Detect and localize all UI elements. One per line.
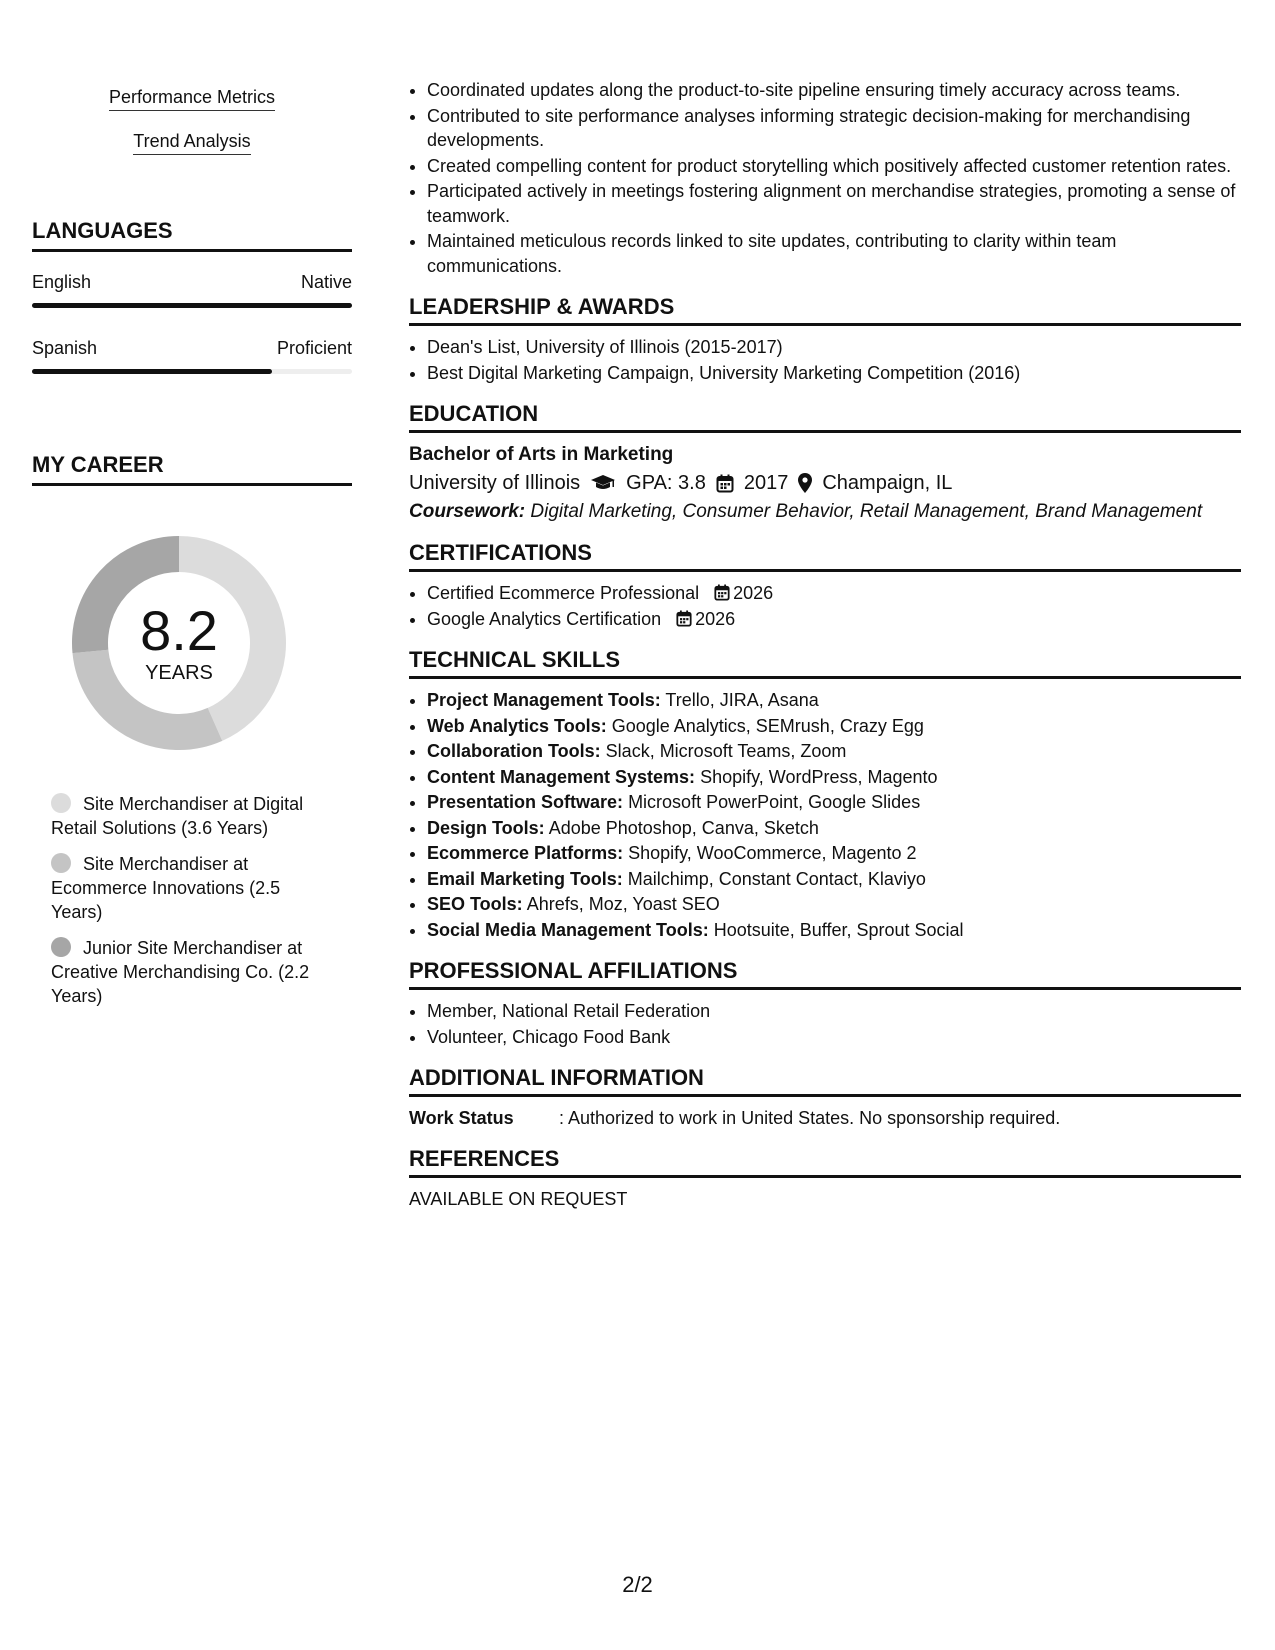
language-row	[32, 338, 352, 359]
affiliations-list	[409, 999, 1241, 1049]
page-number: 2/2	[622, 1572, 653, 1597]
list-item	[427, 867, 1241, 892]
school-name: University of Illinois	[409, 472, 581, 494]
donut-center	[64, 528, 294, 758]
skill-tag: Performance Metrics	[109, 86, 275, 111]
certification-year: 2026	[733, 583, 774, 603]
coursework-label: Coursework:	[409, 501, 526, 522]
skill-category: SEO Tools:	[427, 894, 523, 914]
graduation-cap-icon	[590, 474, 616, 492]
certification-name: Google Analytics Certification	[427, 608, 662, 629]
list-item: • Contributed to site performance analyses informing strategic decision-making for merchandising developments.	[427, 104, 1241, 153]
work-status-label: Work Status	[409, 1108, 514, 1128]
skill-values: Shopify, WordPress, Magento	[700, 766, 938, 787]
language-name: Spanish	[32, 338, 98, 358]
legend-label: Site Merchandiser at Digital Retail Solutions (3.6 Years)	[51, 794, 304, 838]
list-item	[427, 607, 1241, 632]
skill-category: Ecommerce Platforms:	[427, 843, 624, 863]
skill-category: Collaboration Tools:	[427, 741, 601, 761]
calendar-icon	[716, 474, 734, 493]
graduation-year: 2017	[743, 472, 789, 494]
leadership-list	[409, 335, 1241, 385]
technical-skills-heading: TECHNICAL SKILLS	[409, 647, 1241, 679]
list-item	[427, 688, 1241, 713]
legend-dot	[51, 793, 71, 813]
list-item	[427, 918, 1241, 943]
language-level: Proficient	[276, 338, 352, 358]
legend-dot	[51, 853, 71, 873]
legend-label: Junior Site Merchandiser at Creative Merchandising Co. (2.2 Years)	[51, 938, 310, 1006]
list-item: • Dean's List, University of Illinois (2015-2017)	[427, 335, 1241, 360]
skill-category: Project Management Tools:	[427, 690, 661, 710]
skill-values: Adobe Photoshop, Canva, Sketch	[548, 817, 819, 838]
leadership-heading: LEADERSHIP & AWARDS	[409, 294, 1241, 326]
languages-heading: LANGUAGES	[32, 218, 352, 252]
references-text: AVAILABLE ON REQUEST	[409, 1189, 628, 1209]
list-item	[427, 816, 1241, 841]
experience-bullets	[409, 78, 1241, 278]
certification-date	[714, 583, 773, 603]
skill-category: Content Management Systems:	[427, 766, 696, 787]
skill-values: Google Analytics, SEMrush, Crazy Egg	[611, 715, 924, 736]
list-item	[427, 790, 1241, 815]
certification-date	[676, 609, 735, 629]
list-item	[427, 765, 1241, 790]
skill-category: Web Analytics Tools:	[427, 715, 607, 736]
legend-dot	[51, 937, 71, 957]
skill-category: Social Media Management Tools:	[427, 919, 709, 940]
coursework	[409, 500, 1241, 524]
language-name: English	[32, 272, 92, 292]
skill-values: Hootsuite, Buffer, Sprout Social	[713, 919, 964, 940]
map-pin-icon	[798, 473, 812, 493]
legend-label: Site Merchandiser at Ecommerce Innovations (2.5 Years)	[51, 854, 281, 922]
list-item: • Created compelling content for product storytelling which positively affected customer retention rates.	[427, 154, 1241, 179]
certifications-list	[409, 581, 1241, 631]
skill-values: Ahrefs, Moz, Yoast SEO	[526, 894, 720, 914]
list-item	[427, 739, 1241, 764]
career-heading: MY CAREER	[32, 452, 352, 486]
skill-category: Presentation Software:	[427, 792, 624, 812]
legend-item	[51, 792, 331, 840]
list-item	[427, 892, 1241, 917]
language-level: Native	[300, 272, 352, 292]
calendar-icon	[676, 610, 692, 627]
certifications-heading: CERTIFICATIONS	[409, 540, 1241, 572]
legend-item	[51, 852, 331, 924]
skill-category: Design Tools:	[427, 817, 545, 838]
skill-values: Shopify, WooCommerce, Magento 2	[628, 843, 917, 863]
career-donut	[64, 528, 294, 758]
career-total-unit: YEARS	[145, 661, 213, 684]
skill-values: Mailchimp, Constant Contact, Klaviyo	[627, 868, 926, 889]
work-status-row	[409, 1106, 1241, 1130]
skill-values: Microsoft PowerPoint, Google Slides	[628, 792, 921, 812]
skill-category: Email Marketing Tools:	[427, 868, 623, 889]
language-bar-fill	[32, 303, 352, 308]
list-item	[427, 714, 1241, 739]
skill-values: Slack, Microsoft Teams, Zoom	[605, 741, 847, 761]
calendar-icon	[714, 584, 730, 601]
career-legend	[51, 792, 331, 1008]
list-item: • Member, National Retail Federation	[427, 999, 1241, 1024]
additional-info-heading: ADDITIONAL INFORMATION	[409, 1065, 1241, 1097]
affiliations-heading: PROFESSIONAL AFFILIATIONS	[409, 958, 1241, 990]
list-item	[427, 581, 1241, 606]
technical-skills-list	[409, 688, 1241, 942]
gpa: GPA: 3.8	[626, 472, 706, 494]
degree-title: Bachelor of Arts in Marketing	[409, 444, 674, 465]
certification-year: 2026	[695, 608, 736, 629]
legend-item	[51, 936, 331, 1008]
education-details	[409, 468, 1241, 498]
skill-values: Trello, JIRA, Asana	[665, 690, 819, 710]
right-column	[409, 78, 1241, 1211]
list-item: • Participated actively in meetings fostering alignment on merchandise strategies, promoting a sense of teamwork.	[427, 179, 1241, 228]
coursework-list: Digital Marketing, Consumer Behavior, Retail Management, Brand Management	[530, 501, 1203, 522]
language-bar	[32, 369, 352, 374]
list-item: • Best Digital Marketing Campaign, University Marketing Competition (2016)	[427, 361, 1241, 386]
language-row	[32, 272, 352, 293]
list-item: • Coordinated updates along the product-to-site pipeline ensuring timely accuracy across teams.	[427, 78, 1241, 103]
references-heading: REFERENCES	[409, 1146, 1241, 1178]
education-heading: EDUCATION	[409, 401, 1241, 433]
list-item: • Volunteer, Chicago Food Bank	[427, 1025, 1241, 1050]
skill-tags	[32, 86, 352, 174]
language-bar	[32, 303, 352, 308]
certification-name: Certified Ecommerce Professional	[427, 583, 700, 603]
school-location: Champaign, IL	[822, 472, 953, 494]
list-item	[427, 841, 1241, 866]
left-column	[32, 0, 352, 1020]
skill-tag: Trend Analysis	[133, 130, 250, 155]
work-status-value: : Authorized to work in United States. No sponsorship required.	[559, 1108, 1061, 1128]
list-item: • Maintained meticulous records linked to site updates, contributing to clarity within team communications.	[427, 229, 1241, 278]
language-bar-fill	[32, 369, 272, 374]
career-total-years: 8.2	[140, 598, 218, 662]
